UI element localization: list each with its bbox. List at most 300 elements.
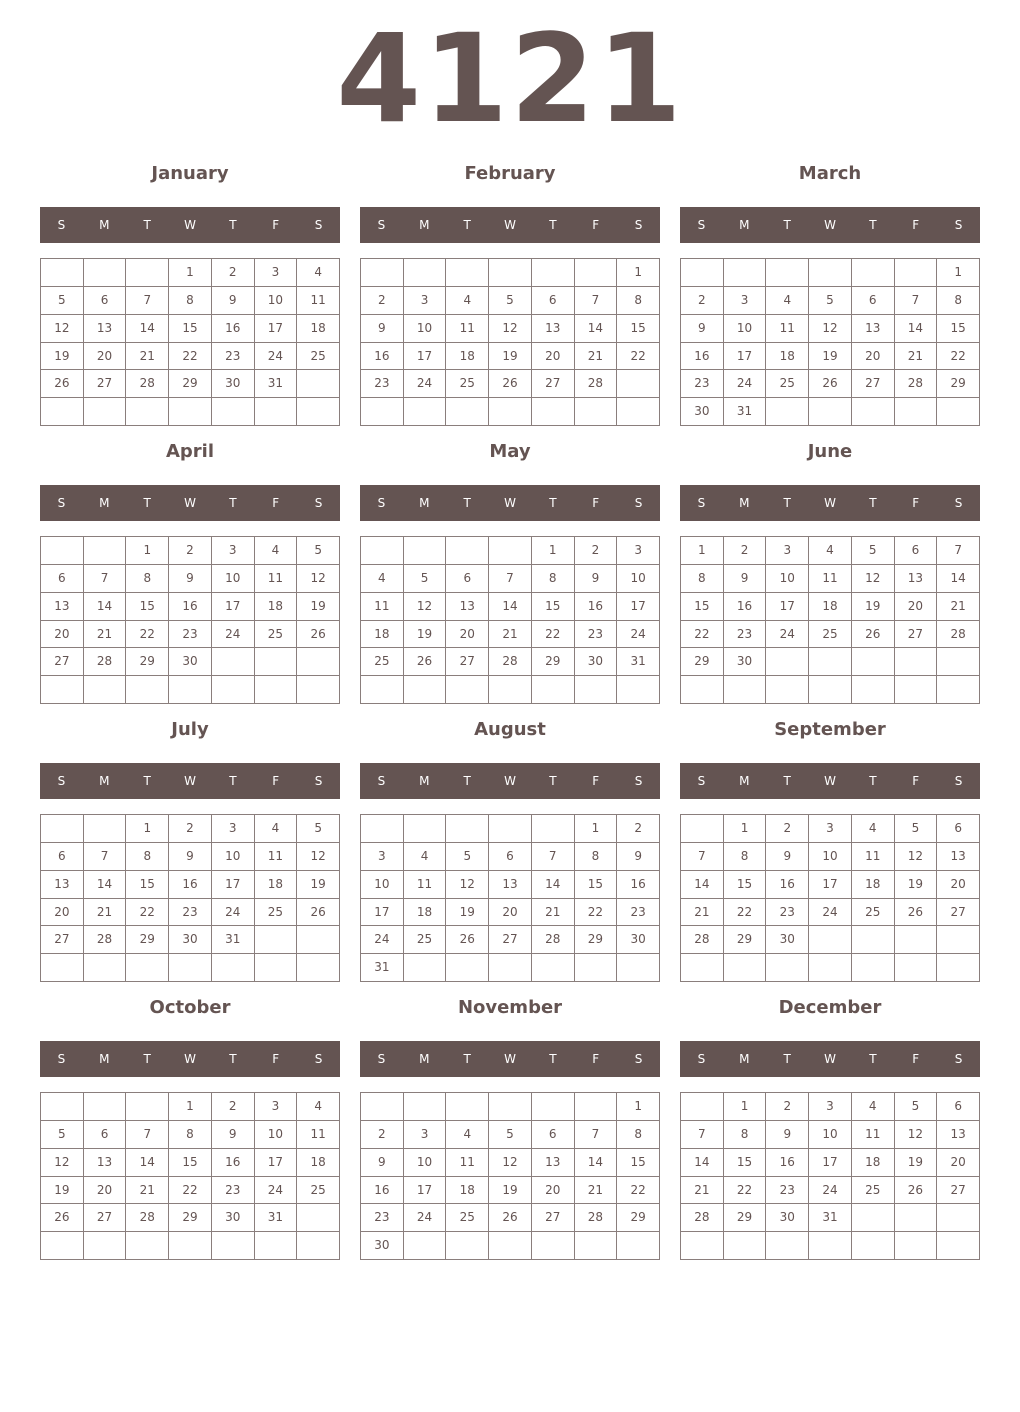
day-cell: 17 [255,1149,298,1177]
day-cell: 30 [575,648,618,676]
empty-day-cell [255,398,298,426]
day-cell: 24 [212,621,255,649]
day-cell: 22 [126,899,169,927]
day-cell: 20 [937,1149,980,1177]
empty-day-cell [297,926,340,954]
weekday-header [360,485,660,521]
empty-day-cell [84,676,127,704]
empty-day-cell [84,815,127,843]
day-cell: 11 [255,843,298,871]
empty-day-cell [809,676,852,704]
day-cell: 28 [937,621,980,649]
weekday-label: S [634,218,643,232]
day-cell: 10 [724,315,767,343]
day-cell: 7 [681,843,724,871]
day-cell: 27 [84,1204,127,1232]
month-name: March [798,163,862,184]
day-cell: 20 [937,871,980,899]
weekday-label: T [869,774,877,788]
empty-day-cell [212,1232,255,1260]
day-cell: 19 [852,593,895,621]
weekday-label: F [272,774,280,788]
day-cell: 12 [297,565,340,593]
day-cell: 20 [41,899,84,927]
weekday-label: T [783,774,791,788]
day-cell: 14 [84,871,127,899]
day-cell: 26 [404,648,447,676]
day-cell: 15 [724,1149,767,1177]
day-cell: 9 [361,1149,404,1177]
day-cell: 27 [532,370,575,398]
day-cell: 5 [895,1093,938,1121]
day-cell: 3 [255,259,298,287]
empty-day-cell [361,1093,404,1121]
day-cell: 4 [766,287,809,315]
empty-day-cell [489,676,532,704]
month-name: May [489,441,531,462]
empty-day-cell [361,815,404,843]
day-cell: 5 [297,815,340,843]
empty-day-cell [404,537,447,565]
day-cell: 1 [126,537,169,565]
weekday-label: T [143,218,151,232]
weekday-label: T [549,1052,557,1066]
empty-day-cell [255,676,298,704]
empty-day-cell [766,676,809,704]
empty-day-cell [809,398,852,426]
month-name: November [457,997,563,1018]
weekday-label: W [184,218,196,232]
weekday-label: S [954,496,963,510]
weekday-header [40,207,340,243]
month-name: February [464,163,556,184]
day-cell: 17 [255,315,298,343]
day-cell: 19 [446,899,489,927]
day-cell: 2 [212,259,255,287]
day-cell: 19 [489,343,532,371]
empty-day-cell [809,259,852,287]
empty-day-cell [446,537,489,565]
day-cell: 27 [41,926,84,954]
weekday-label: F [272,496,280,510]
weekday-label: S [634,774,643,788]
empty-day-cell [724,676,767,704]
day-cell: 26 [809,370,852,398]
day-cell: 11 [766,315,809,343]
empty-day-cell [255,926,298,954]
day-cell: 4 [361,565,404,593]
weekday-header [360,207,660,243]
day-cell: 7 [575,1121,618,1149]
day-cell: 24 [361,926,404,954]
day-cell: 13 [532,315,575,343]
day-cell: 25 [766,370,809,398]
day-cell: 17 [404,1177,447,1205]
day-grid [360,536,660,704]
day-cell: 12 [895,843,938,871]
weekday-label: W [504,218,516,232]
day-cell: 14 [84,593,127,621]
weekday-label: M [419,496,430,510]
empty-day-cell [852,954,895,982]
day-cell: 17 [361,899,404,927]
month-name: July [171,719,209,740]
weekday-header [360,763,660,799]
day-cell: 27 [937,899,980,927]
empty-day-cell [895,954,938,982]
empty-day-cell [446,954,489,982]
day-cell: 11 [809,565,852,593]
day-cell: 20 [84,343,127,371]
day-cell: 29 [126,926,169,954]
day-cell: 1 [575,815,618,843]
day-cell: 11 [446,1149,489,1177]
day-cell: 8 [617,287,660,315]
day-cell: 27 [84,370,127,398]
day-cell: 20 [532,1177,575,1205]
weekday-label: S [954,774,963,788]
weekday-label: F [912,218,920,232]
day-cell: 18 [404,899,447,927]
empty-day-cell [532,398,575,426]
day-cell: 19 [41,1177,84,1205]
weekday-header [360,1041,660,1077]
empty-day-cell [404,676,447,704]
empty-day-cell [532,1093,575,1121]
empty-day-cell [169,954,212,982]
day-cell: 28 [489,648,532,676]
day-cell: 14 [681,871,724,899]
day-grid [680,814,980,982]
day-cell: 23 [617,899,660,927]
day-cell: 15 [169,315,212,343]
day-cell: 29 [169,1204,212,1232]
day-cell: 3 [809,1093,852,1121]
weekday-label: S [377,218,386,232]
empty-day-cell [446,259,489,287]
day-cell: 16 [169,593,212,621]
weekday-label: F [912,774,920,788]
day-cell: 15 [681,593,724,621]
day-cell: 6 [937,815,980,843]
day-cell: 25 [361,648,404,676]
day-cell: 9 [169,565,212,593]
empty-day-cell [361,259,404,287]
day-cell: 19 [297,871,340,899]
empty-day-cell [41,1232,84,1260]
day-cell: 17 [809,1149,852,1177]
day-cell: 14 [575,1149,618,1177]
day-cell: 20 [852,343,895,371]
empty-day-cell [575,954,618,982]
day-cell: 30 [724,648,767,676]
empty-day-cell [169,398,212,426]
weekday-label: S [57,496,66,510]
empty-day-cell [895,1232,938,1260]
empty-day-cell [297,954,340,982]
day-cell: 10 [255,287,298,315]
day-cell: 30 [681,398,724,426]
weekday-label: W [824,218,836,232]
day-cell: 29 [681,648,724,676]
day-cell: 4 [255,815,298,843]
day-cell: 10 [361,871,404,899]
weekday-label: T [463,774,471,788]
empty-day-cell [575,676,618,704]
day-cell: 10 [809,843,852,871]
day-cell: 30 [766,1204,809,1232]
empty-day-cell [297,1204,340,1232]
day-cell: 16 [724,593,767,621]
day-cell: 25 [404,926,447,954]
day-cell: 29 [724,926,767,954]
empty-day-cell [937,1204,980,1232]
empty-day-cell [41,537,84,565]
weekday-label: M [419,774,430,788]
day-cell: 8 [169,1121,212,1149]
day-cell: 3 [404,287,447,315]
empty-day-cell [766,259,809,287]
day-cell: 5 [297,537,340,565]
month-name: April [165,441,215,462]
empty-day-cell [532,259,575,287]
day-cell: 23 [575,621,618,649]
empty-day-cell [852,1204,895,1232]
day-cell: 15 [126,593,169,621]
day-cell: 6 [41,843,84,871]
day-cell: 4 [809,537,852,565]
day-cell: 4 [852,1093,895,1121]
weekday-label: S [377,496,386,510]
day-cell: 21 [84,621,127,649]
month-name: September [774,719,886,740]
empty-day-cell [532,954,575,982]
weekday-label: F [272,218,280,232]
weekday-label: S [57,774,66,788]
day-cell: 11 [255,565,298,593]
empty-day-cell [446,676,489,704]
day-cell: 19 [895,871,938,899]
empty-day-cell [41,398,84,426]
day-cell: 7 [489,565,532,593]
day-cell: 9 [766,1121,809,1149]
day-cell: 7 [84,843,127,871]
weekday-label: F [592,496,600,510]
weekday-header [680,207,980,243]
empty-day-cell [532,1232,575,1260]
empty-day-cell [724,259,767,287]
day-cell: 31 [724,398,767,426]
weekday-label: S [697,218,706,232]
empty-day-cell [361,676,404,704]
day-cell: 13 [446,593,489,621]
day-cell: 21 [937,593,980,621]
weekday-label: W [184,1052,196,1066]
weekday-label: T [463,496,471,510]
weekday-label: T [463,218,471,232]
day-cell: 17 [212,593,255,621]
empty-day-cell [361,537,404,565]
day-cell: 13 [895,565,938,593]
day-cell: 16 [617,871,660,899]
day-cell: 22 [575,899,618,927]
day-cell: 4 [404,843,447,871]
empty-day-cell [489,259,532,287]
day-cell: 29 [169,370,212,398]
empty-day-cell [41,954,84,982]
weekday-label: T [869,496,877,510]
day-cell: 6 [41,565,84,593]
day-cell: 12 [446,871,489,899]
day-cell: 24 [766,621,809,649]
day-cell: 17 [404,343,447,371]
empty-day-cell [575,1232,618,1260]
empty-day-cell [852,926,895,954]
weekday-label: T [229,774,237,788]
day-cell: 16 [575,593,618,621]
day-cell: 10 [617,565,660,593]
day-cell: 11 [361,593,404,621]
day-cell: 5 [489,287,532,315]
day-cell: 8 [575,843,618,871]
day-cell: 13 [852,315,895,343]
weekday-label: F [912,496,920,510]
day-cell: 8 [617,1121,660,1149]
day-cell: 20 [532,343,575,371]
day-cell: 27 [446,648,489,676]
day-cell: 27 [895,621,938,649]
day-cell: 19 [809,343,852,371]
day-cell: 20 [895,593,938,621]
empty-day-cell [212,398,255,426]
weekday-label: S [314,1052,323,1066]
day-cell: 23 [766,1177,809,1205]
day-cell: 9 [617,843,660,871]
empty-day-cell [361,398,404,426]
weekday-label: T [869,1052,877,1066]
weekday-label: M [739,496,750,510]
day-cell: 12 [297,843,340,871]
day-cell: 18 [446,1177,489,1205]
day-cell: 22 [169,343,212,371]
day-cell: 4 [446,1121,489,1149]
day-cell: 9 [724,565,767,593]
empty-day-cell [937,648,980,676]
empty-day-cell [489,954,532,982]
day-cell: 7 [681,1121,724,1149]
day-cell: 21 [681,1177,724,1205]
empty-day-cell [126,1093,169,1121]
day-cell: 6 [84,1121,127,1149]
day-cell: 30 [766,926,809,954]
day-cell: 10 [255,1121,298,1149]
day-cell: 30 [212,1204,255,1232]
weekday-label: M [419,1052,430,1066]
day-cell: 3 [212,537,255,565]
day-cell: 11 [852,1121,895,1149]
day-cell: 11 [297,1121,340,1149]
day-cell: 19 [297,593,340,621]
day-cell: 9 [169,843,212,871]
day-cell: 21 [126,343,169,371]
day-cell: 3 [766,537,809,565]
day-cell: 22 [126,621,169,649]
weekday-label: M [739,218,750,232]
day-cell: 23 [169,899,212,927]
day-cell: 28 [84,926,127,954]
weekday-label: T [463,1052,471,1066]
day-cell: 2 [766,1093,809,1121]
empty-day-cell [809,926,852,954]
day-cell: 23 [361,370,404,398]
weekday-header [680,1041,980,1077]
day-grid [40,536,340,704]
weekday-label: F [592,1052,600,1066]
day-cell: 2 [681,287,724,315]
day-cell: 19 [489,1177,532,1205]
empty-day-cell [84,954,127,982]
day-cell: 25 [255,899,298,927]
day-cell: 19 [41,343,84,371]
weekday-label: T [869,218,877,232]
empty-day-cell [255,1232,298,1260]
day-cell: 3 [617,537,660,565]
weekday-label: M [739,774,750,788]
empty-day-cell [852,648,895,676]
day-cell: 12 [852,565,895,593]
empty-day-cell [852,676,895,704]
empty-day-cell [895,1204,938,1232]
empty-day-cell [126,676,169,704]
day-cell: 30 [169,648,212,676]
day-cell: 1 [532,537,575,565]
day-cell: 7 [575,287,618,315]
empty-day-cell [937,926,980,954]
empty-day-cell [681,1232,724,1260]
day-cell: 26 [489,1204,532,1232]
day-cell: 7 [84,565,127,593]
day-cell: 17 [766,593,809,621]
day-cell: 18 [446,343,489,371]
day-cell: 15 [575,871,618,899]
day-cell: 7 [532,843,575,871]
day-cell: 10 [212,565,255,593]
empty-day-cell [404,398,447,426]
empty-day-cell [937,676,980,704]
day-cell: 6 [446,565,489,593]
day-cell: 14 [681,1149,724,1177]
day-cell: 2 [724,537,767,565]
empty-day-cell [895,676,938,704]
weekday-label: F [592,218,600,232]
empty-day-cell [937,398,980,426]
weekday-label: M [419,218,430,232]
day-cell: 20 [41,621,84,649]
empty-day-cell [446,1093,489,1121]
empty-day-cell [446,398,489,426]
empty-day-cell [404,815,447,843]
day-cell: 3 [212,815,255,843]
day-cell: 28 [126,1204,169,1232]
empty-day-cell [617,398,660,426]
empty-day-cell [937,954,980,982]
day-cell: 28 [681,1204,724,1232]
day-cell: 2 [169,537,212,565]
day-cell: 29 [532,648,575,676]
day-cell: 21 [575,343,618,371]
day-cell: 8 [724,843,767,871]
weekday-label: S [954,1052,963,1066]
